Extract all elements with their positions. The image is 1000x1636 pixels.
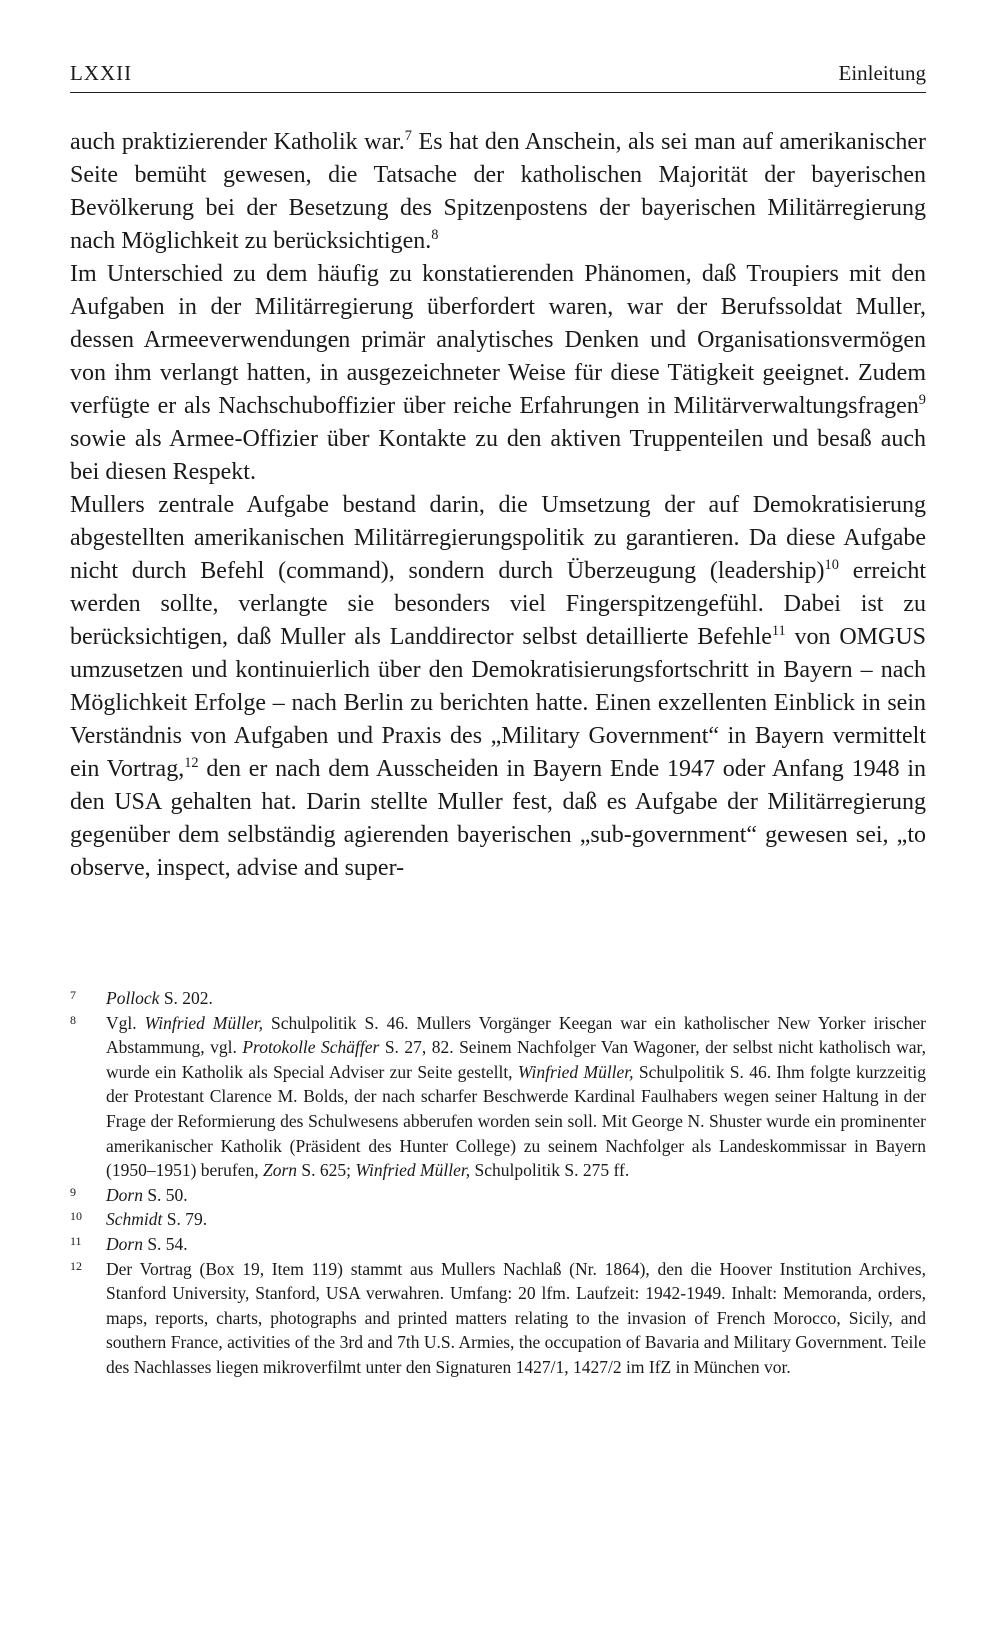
footnote-ref-12: 12	[184, 755, 199, 771]
page-number: LXXII	[70, 61, 133, 85]
text-span: Der Vortrag (Box 19, Item 119) stammt aus Mullers Nachlaß (Nr. 1864), den die Hoover Institution Archives, Stanford University, Stanford, USA verwahren. Umfang: 20 lfm. Laufzeit: 1942-1949. Inhalt: Memoranda, orders, maps, reports, charts, photographs and printed matters relating to the invasion of French Morocco, Sicily, and southern France, activities of the 3rd and 7th U.S. Armies, the occupation of Bavaria and Military Government. Teile des Nachlasses liegen mikroverfilmt unter den Signaturen 1427/1, 1427/2 im IfZ in München vor.	[106, 1258, 926, 1377]
paragraph-2	[70, 258, 926, 489]
footnote-number: 10	[70, 1209, 82, 1224]
running-header	[70, 58, 926, 93]
text-span: S. 54.	[142, 1233, 188, 1254]
text-span: von OMGUS umzusetzen und kontinuierlich über den Demokratisierungsfortschritt in Bayern – nach Möglichkeit Erfolge – nach Berlin zu berichten hatte. Einen exzellenten Einblick in sein Verständnis von Aufgaben und Praxis des „Military Government“ in Bayern vermittelt ein Vortrag,	[70, 624, 926, 782]
text-span: S. 27, 82. Seinem Nachfolger Van Wagoner, der selbst nicht katholisch war, wurde ein Katholik als Special Adviser zur Seite gestellt,	[106, 1037, 926, 1082]
footnote-number: 9	[70, 1184, 76, 1199]
footnote-7	[70, 986, 926, 1011]
text-span: Schulpolitik S. 46. Ihm folgte kurzzeitig der Protestant Clarence M. Bolds, der nach scharfer Beschwerde Kardinal Faulhabers wegen seiner Haltung in der Frage der Reformierung des Schulwesens abberufen worden sein soll. Mit George N. Shuster wurde ein prominenter amerikanischer Katholik (Präsident des Hunter College) zu seinem Nachfolger als Landeskommissar in Bayern (1950–1951) berufen,	[106, 1061, 927, 1181]
text-span: Im Unterschied zu dem häufig zu konstatierenden Phänomen, daß Troupiers mit den Aufgaben in der Militärregierung überfordert waren, war der Berufssoldat Muller, dessen Armeeverwendungen primär analytisches Denken und Organisationsvermögen von ihm verlangt hatten, in ausgezeichneter Weise für diese Tätigkeit geeignet. Zudem verfügte er als Nachschuboffizier über reiche Erfahrungen in Militärverwaltungsfragen	[70, 261, 926, 419]
text-span: S. 202.	[159, 988, 213, 1008]
text-span: den er nach dem Ausscheiden in Bayern Ende 1947 oder Anfang 1948 in den USA gehalten hat. Darin stellte Muller fest, daß es Aufgabe der Militärregierung gegenüber dem selbständig agierenden bayerischen „sub-government“ gewesen sei, „to observe, inspect, advise and super-	[70, 756, 927, 881]
author-name: Schmidt	[106, 1209, 163, 1230]
author-name: Pollock	[106, 988, 160, 1008]
text-span: erreicht werden sollte, verlangte sie besonders viel Fingerspitzengefühl. Dabei ist zu berücksichtigen, daß Muller als Landdirector selbst detaillierte Befehle	[70, 558, 927, 650]
text-span: sowie als Armee-Offizier über Kontakte zu den aktiven Truppenteilen und besaß auch bei diesen Respekt.	[70, 426, 926, 485]
paragraph-3	[70, 489, 926, 885]
text-span: Schulpolitik S. 46. Mullers Vorgänger Keegan war ein katholischer New Yorker irischer Abstammung, vgl.	[106, 1012, 927, 1058]
main-text	[70, 126, 926, 885]
text-span: Es hat den Anschein, als sei man auf amerikanischer Seite bemüht gewesen, die Tatsache der katholischen Majorität der bayerischen Bevölkerung bei der Besetzung des Spitzenpostens der bayerischen Militärregierung nach Möglichkeit zu berücksichtigen.	[70, 129, 926, 254]
footnote-number: 11	[70, 1233, 82, 1248]
footnote-number: 8	[70, 1012, 76, 1027]
text-span: S. 79.	[162, 1209, 208, 1230]
text-span: auch praktizierender Katholik war.	[70, 129, 405, 155]
footnote-10	[70, 1207, 926, 1232]
text-span: S. 50.	[142, 1184, 188, 1205]
footnote-9	[70, 1183, 926, 1208]
author-name: Dorn	[106, 1184, 143, 1205]
footnote-ref-7: 7	[404, 128, 412, 144]
source-title: Protokolle Schäffer	[242, 1037, 380, 1058]
author-name: Winfried Müller,	[144, 1012, 263, 1033]
footnotes	[70, 986, 926, 1380]
author-name: Zorn	[262, 1160, 298, 1181]
text-span: Schulpolitik S. 275 ff.	[470, 1160, 630, 1181]
author-name: Winfried Müller,	[355, 1160, 471, 1181]
footnote-12	[70, 1257, 926, 1380]
footnote-ref-8: 8	[431, 227, 439, 243]
text-span: S. 625;	[297, 1160, 356, 1181]
footnote-8	[70, 1011, 926, 1183]
footnote-number: 12	[70, 1258, 82, 1273]
running-title: Einleitung	[838, 61, 926, 85]
footnote-ref-9: 9	[918, 392, 926, 408]
paragraph-1	[70, 126, 926, 258]
footnote-11	[70, 1232, 926, 1257]
author-name: Dorn	[106, 1233, 143, 1254]
footnote-ref-10: 10	[824, 557, 839, 573]
text-span: Mullers zentrale Aufgabe bestand darin, die Umsetzung der auf Demokratisierung abgestellten amerikanischen Militärregierungspolitik zu garantieren. Da diese Aufgabe nicht durch Befehl (command), sondern durch Überzeugung (leadership)	[70, 492, 926, 584]
author-name: Winfried Müller,	[517, 1061, 634, 1082]
footnote-number: 7	[70, 988, 76, 1002]
text-span: Vgl.	[106, 1012, 145, 1033]
footnote-ref-11: 11	[771, 623, 786, 639]
